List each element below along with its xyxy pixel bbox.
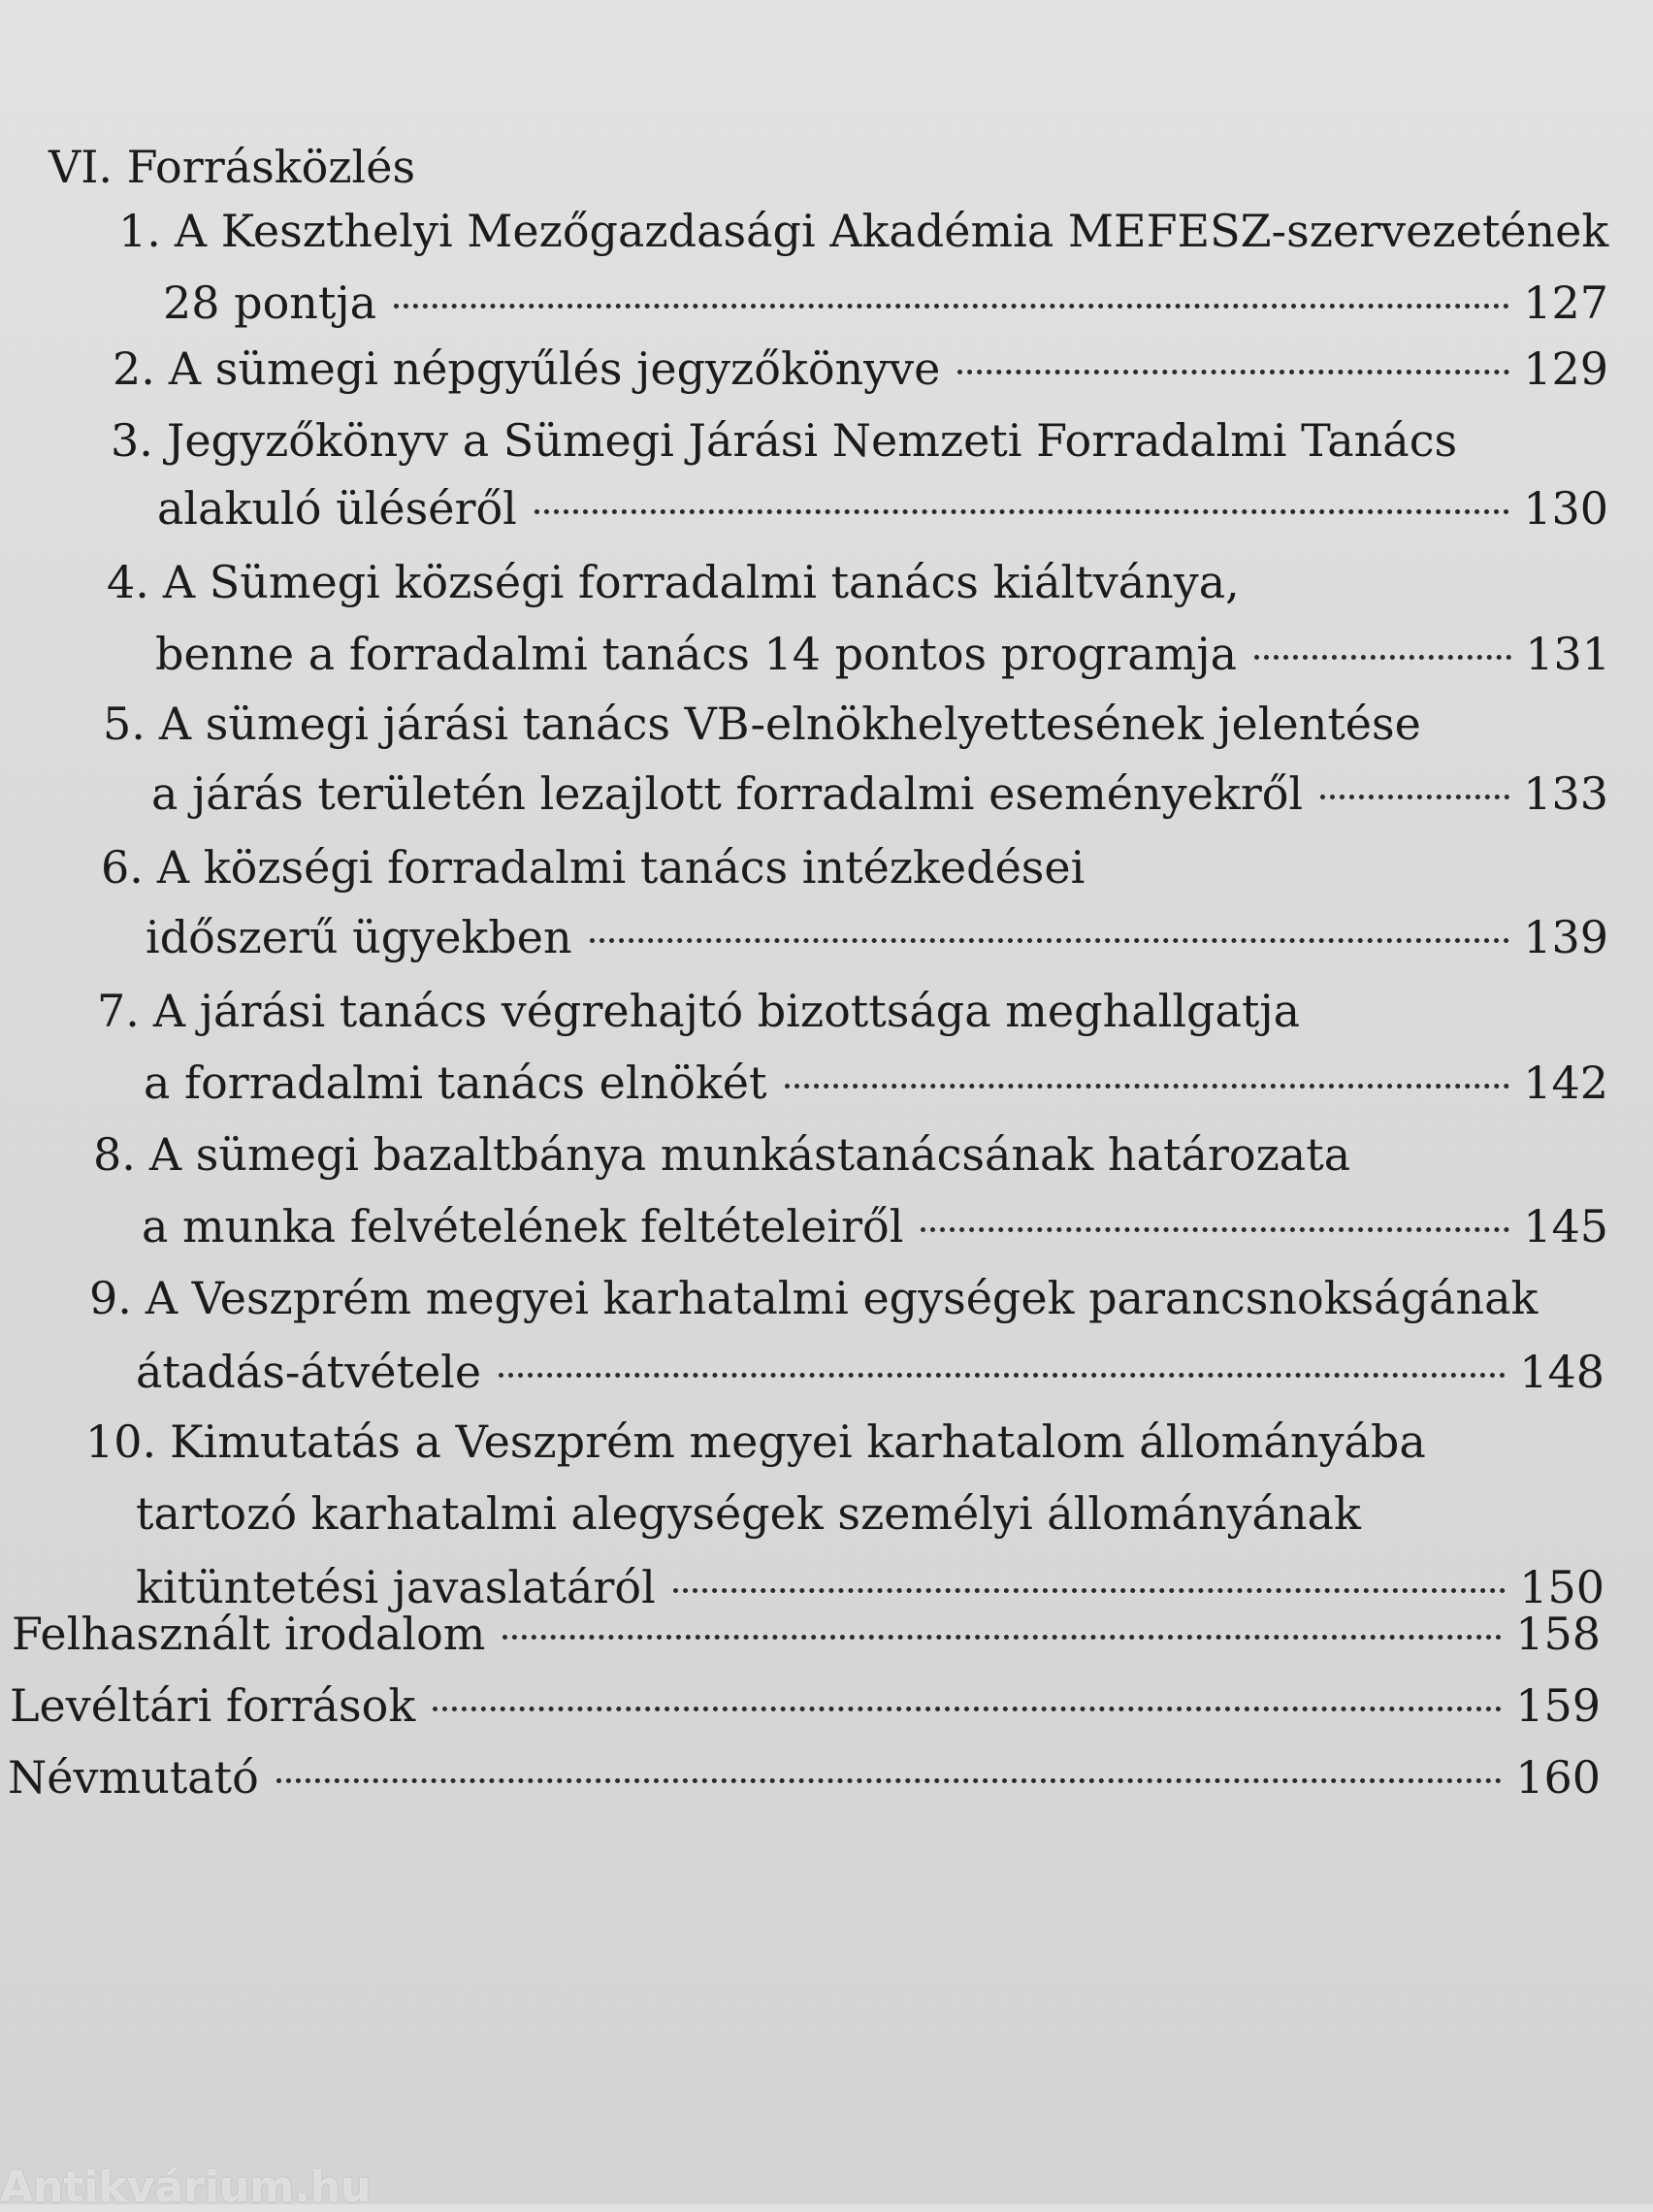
toc-entry-text: A Keszthelyi Mezőgazdasági Akadémia MEFESZ-szervezetének xyxy=(174,205,1609,257)
toc-entry-7-line-1 xyxy=(97,982,1300,1040)
dot-leader xyxy=(921,1227,1509,1232)
toc-entry-10-line-1 xyxy=(85,1413,1426,1471)
toc-page-number: 127 xyxy=(1523,276,1608,329)
toc-entry-text: a járás területén lezajlott forradalmi eseményekről xyxy=(151,767,1304,820)
toc-entry-text: a forradalmi tanács elnökét xyxy=(144,1057,767,1109)
toc-page-number: 133 xyxy=(1523,767,1608,820)
dot-leader xyxy=(433,1707,1502,1711)
section-title: VI. Forrásközlés xyxy=(49,141,416,193)
dot-leader xyxy=(502,1635,1502,1640)
toc-entry-text: A sümegi bazaltbánya munkástanácsának határozata xyxy=(148,1128,1351,1181)
toc-entry-text: A Sümegi községi forradalmi tanács kiáltványa, xyxy=(162,556,1240,608)
toc-entry-text: A sümegi népgyűlés jegyzőkönyve xyxy=(168,342,941,395)
toc-entry-3-line-1 xyxy=(111,411,1457,470)
toc-entry-3-line-2 xyxy=(157,479,1608,537)
toc-back-matter-literature xyxy=(12,1605,1601,1663)
toc-entry-text: A járási tanács végrehajtó bizottsága meghallgatja xyxy=(152,985,1301,1037)
dot-leader xyxy=(1320,795,1509,799)
toc-entry-5-line-1 xyxy=(103,695,1421,753)
dot-leader xyxy=(673,1588,1506,1593)
toc-page-number: 142 xyxy=(1523,1057,1608,1109)
toc-entry-6-line-2 xyxy=(146,908,1608,966)
toc-entry-text: kitüntetési javaslatáról xyxy=(136,1561,656,1613)
toc-entry-9-line-1 xyxy=(89,1269,1538,1327)
dot-leader xyxy=(394,304,1509,309)
toc-page-number: 129 xyxy=(1523,342,1608,395)
toc-entry-1-line-2 xyxy=(163,274,1608,332)
dot-leader xyxy=(590,938,1510,943)
watermark: Antikvárium.hu xyxy=(0,2163,372,2212)
toc-entry-text: benne a forradalmi tanács 14 pontos programja xyxy=(155,628,1238,680)
toc-entry-text: A községi forradalmi tanács intézkedései xyxy=(156,841,1086,894)
toc-entry-number: 3. xyxy=(111,414,153,467)
dot-leader xyxy=(499,1373,1506,1378)
toc-entry-number: 7. xyxy=(97,985,140,1037)
toc-entry-text: Levéltári források xyxy=(10,1679,416,1732)
toc-page-number: 139 xyxy=(1523,911,1608,963)
toc-entry-text: időszerű ügyekben xyxy=(146,911,572,963)
toc-entry-2-line-1 xyxy=(113,340,1608,398)
toc-entry-text: Névmutató xyxy=(8,1751,259,1804)
toc-entry-number: 1. xyxy=(118,205,161,257)
toc-entry-7-line-2 xyxy=(144,1054,1608,1112)
toc-entry-number: 9. xyxy=(89,1272,132,1324)
toc-entry-1-line-1 xyxy=(118,202,1608,260)
dot-leader xyxy=(785,1084,1510,1089)
toc-entry-5-line-2 xyxy=(151,764,1608,823)
toc-entry-number: 6. xyxy=(101,841,144,894)
dot-leader xyxy=(276,1778,1502,1783)
toc-entry-text: tartozó karhatalmi alegységek személyi állományának xyxy=(136,1487,1361,1540)
toc-page-number: 150 xyxy=(1519,1561,1604,1613)
toc-page-number: 130 xyxy=(1523,482,1608,535)
toc-page-number: 160 xyxy=(1515,1751,1601,1804)
toc-entry-text: 28 pontja xyxy=(163,276,377,329)
dot-leader xyxy=(1254,655,1511,660)
toc-entry-8-line-2 xyxy=(142,1197,1608,1255)
toc-entry-text: Felhasznált irodalom xyxy=(12,1608,486,1660)
toc-entry-6-line-1 xyxy=(101,838,1085,896)
toc-page-number: 131 xyxy=(1525,628,1610,680)
toc-entry-9-line-2 xyxy=(136,1343,1604,1401)
toc-entry-4-line-1 xyxy=(107,553,1240,611)
toc-back-matter-archives xyxy=(10,1676,1601,1735)
toc-entry-4-line-2 xyxy=(155,625,1610,683)
toc-entry-text: alakuló üléséről xyxy=(157,482,517,535)
toc-entry-text: Kimutatás a Veszprém megyei karhatalom állományába xyxy=(170,1415,1426,1468)
dot-leader xyxy=(957,370,1509,374)
toc-page-number: 148 xyxy=(1519,1346,1604,1398)
toc-entry-text: A Veszprém megyei karhatalmi egységek parancsnokságának xyxy=(145,1272,1539,1324)
toc-entry-number: 5. xyxy=(103,698,146,750)
toc-entry-number: 8. xyxy=(93,1128,136,1181)
toc-entry-text: átadás-átvétele xyxy=(136,1346,482,1398)
dot-leader xyxy=(535,509,1509,514)
toc-page-number: 158 xyxy=(1515,1608,1601,1660)
toc-page-number: 145 xyxy=(1523,1200,1608,1252)
toc-entry-text: a munka felvételének feltételeiről xyxy=(142,1200,904,1252)
toc-entry-10-line-2 xyxy=(136,1484,1361,1543)
toc-entry-number: 4. xyxy=(107,556,149,608)
toc-back-matter-index xyxy=(8,1748,1601,1806)
toc-entry-number: 10. xyxy=(85,1415,157,1468)
toc-entry-8-line-1 xyxy=(93,1125,1350,1184)
toc-page-number: 159 xyxy=(1515,1679,1601,1732)
toc-entry-text: A sümegi járási tanács VB-elnökhelyettesének jelentése xyxy=(158,698,1421,750)
toc-entry-text: Jegyzőkönyv a Sümegi Járási Nemzeti Forradalmi Tanács xyxy=(166,414,1458,467)
toc-entry-number: 2. xyxy=(113,342,155,395)
